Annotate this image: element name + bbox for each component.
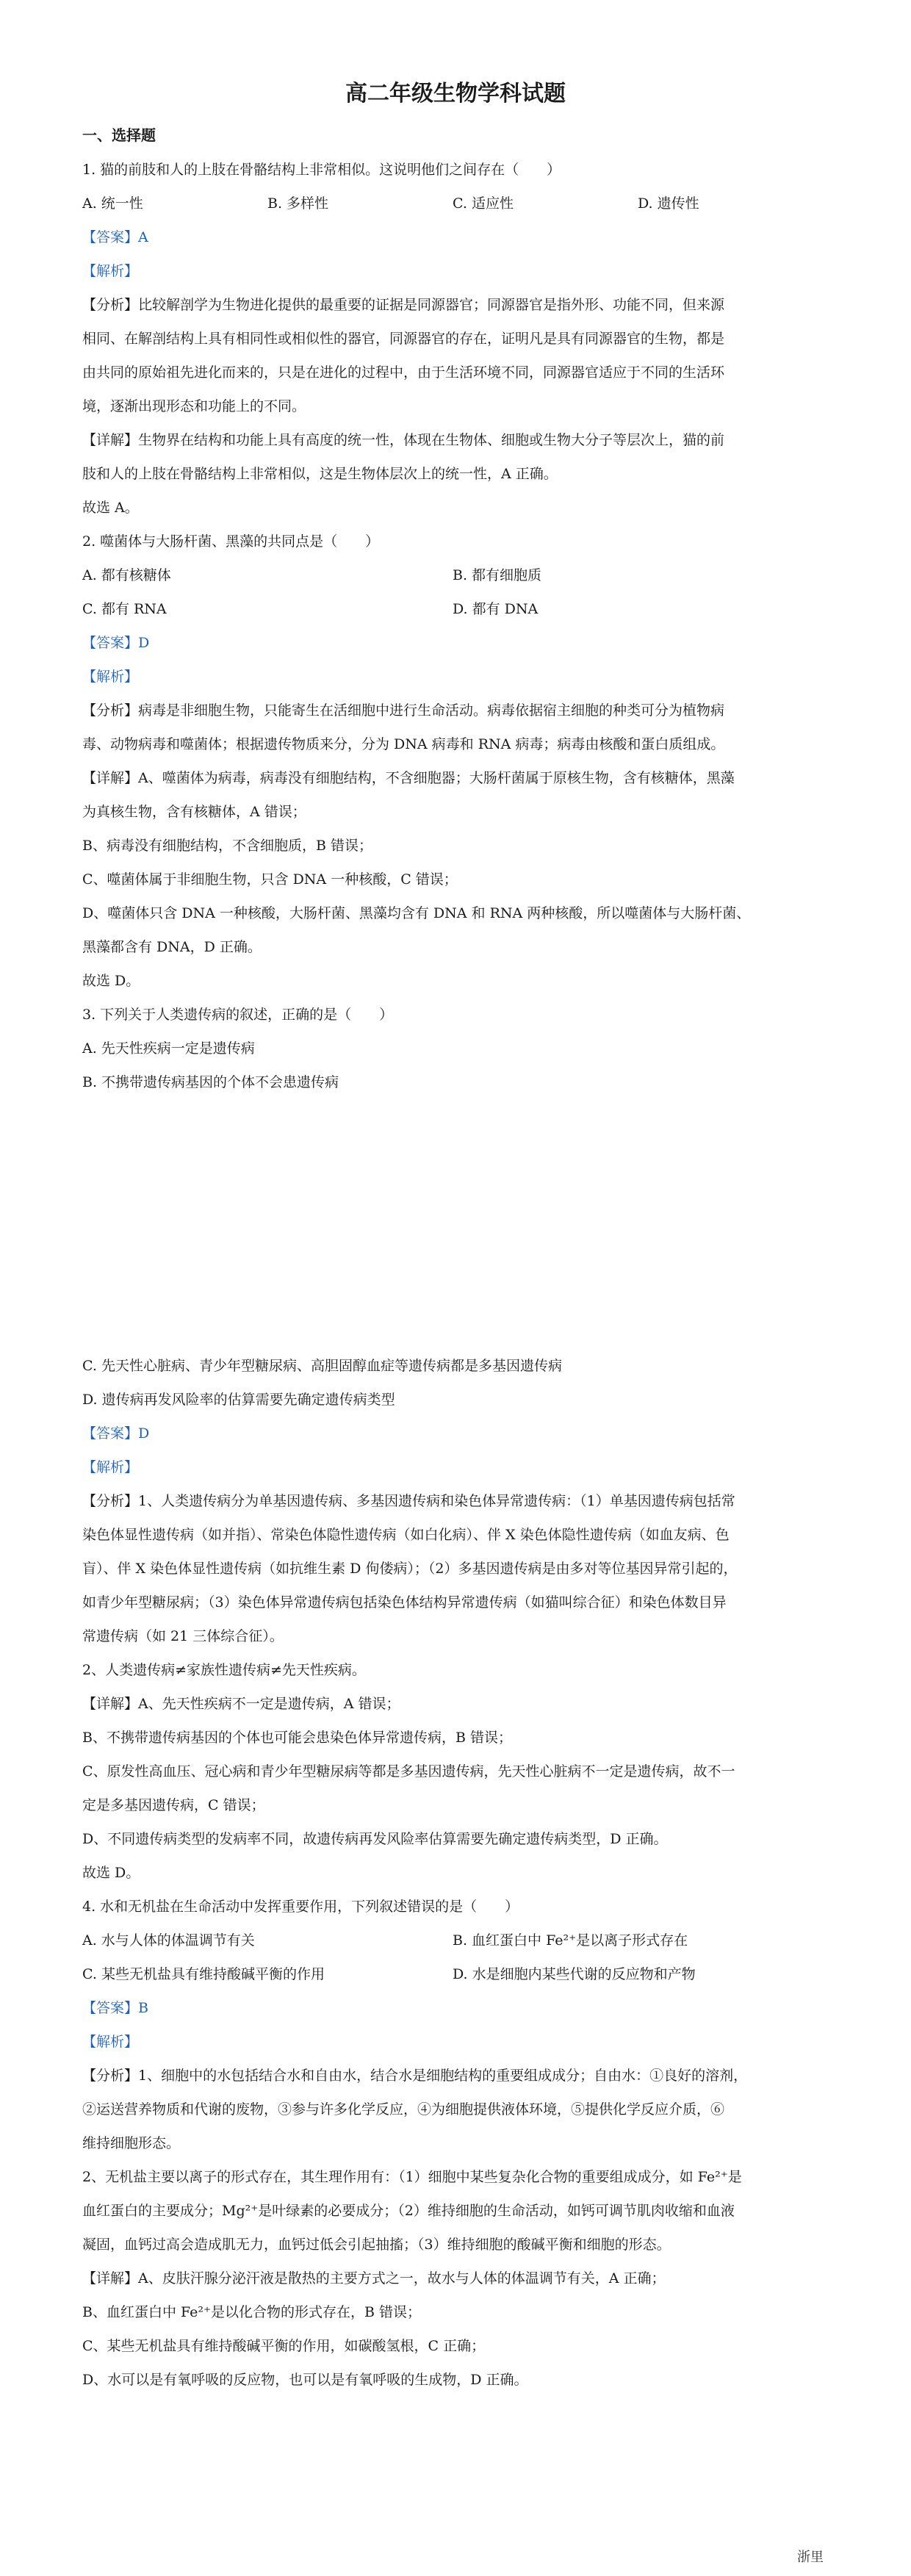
q1-fenxi	[82, 297, 724, 313]
q3-fenxi	[82, 1493, 735, 1509]
text: 病毒是非细胞生物，只能寄生在活细胞中进行生命活动。病毒依据宿主细胞的种类可分为植物病	[138, 702, 725, 719]
xiangjie-tag: 【详解】	[82, 2270, 139, 2287]
fenxi-tag: 【分析】	[82, 2068, 139, 2084]
text: 比较解剖学为生物进化提供的最重要的证据是同源器官；同源器官是指外形、功能不同，但来源	[138, 297, 725, 313]
q2-xiangjie-line: 为真核生物，含有核糖体，A 错误；	[82, 804, 306, 820]
q2-fenxi	[82, 702, 724, 719]
q3-option-c: C. 先天性心脏病、青少年型糖尿病、高胆固醇血症等遗传病都是多基因遗传病	[82, 1358, 562, 1374]
q2-xiangjie-line: C、噬菌体属于非细胞生物，只含 DNA 一种核酸，C 错误；	[82, 871, 458, 888]
answer-value: D	[138, 635, 150, 651]
q4-fenxi-line: 凝固，血钙过高会造成肌无力，血钙过低会引起抽搐；（3）维持细胞的酸碱平衡和细胞的形态。	[82, 2237, 671, 2253]
text: 1、细胞中的水包括结合水和自由水，结合水是细胞结构的重要组成成分；自由水：①良好的溶剂，	[138, 2068, 748, 2084]
q4-option-c: C. 某些无机盐具有维持酸碱平衡的作用	[82, 1966, 325, 1982]
q1-fenxi-line: 由共同的原始祖先进化而来的，只是在进化的过程中，由于生活环境不同，同源器官适应于不同的生活环	[82, 364, 725, 381]
q3-fenxi-line: 染色体显性遗传病（如并指）、常染色体隐性遗传病（如白化病）、伴 X 染色体隐性遗传病（如血友病、色	[82, 1527, 730, 1543]
q2-fenxi-line: 毒、动物病毒和噬菌体；根据遗传物质来分，分为 DNA 病毒和 RNA 病毒；病毒由核酸和蛋白质组成。	[82, 736, 725, 752]
footer-watermark: 浙里	[797, 2550, 824, 2565]
q2-xiangjie	[82, 770, 735, 786]
q3-xiangjie-line: D、不同遗传病类型的发病率不同，故遗传病再发风险率估算需要先确定遗传病类型，D 正确。	[82, 1831, 668, 1847]
q3-analysis-tag: 【解析】	[82, 1459, 139, 1475]
q4-xiangjie	[82, 2270, 666, 2287]
answer-tag: 【答案】	[82, 1425, 139, 1442]
q2-option-c: C. 都有 RNA	[82, 601, 167, 617]
q4-xiangjie-line: C、某些无机盐具有维持酸碱平衡的作用，如碳酸氢根，C 正确；	[82, 2338, 486, 2354]
answer-tag: 【答案】	[82, 229, 139, 245]
q4-fenxi	[82, 2068, 747, 2084]
q3-fenxi-line: 常遗传病（如 21 三体综合征）。	[82, 1628, 284, 1644]
q2-analysis-tag: 【解析】	[82, 669, 139, 685]
text: 1、人类遗传病分为单基因遗传病、多基因遗传病和染色体异常遗传病：（1）单基因遗传病包括常	[138, 1493, 735, 1509]
xiangjie-tag: 【详解】	[82, 770, 139, 786]
q4-analysis-tag: 【解析】	[82, 2034, 139, 2050]
fenxi-tag: 【分析】	[82, 297, 139, 313]
text: A、噬菌体为病毒，病毒没有细胞结构，不含细胞器；大肠杆菌属于原核生物，含有核糖体，黑藻	[138, 770, 735, 786]
answer-tag: 【答案】	[82, 2000, 139, 2016]
xiangjie-tag: 【详解】	[82, 1696, 139, 1712]
q2-conclusion: 故选 D。	[82, 973, 140, 989]
answer-value: B	[138, 2000, 148, 2016]
q4-xiangjie-line: B、血红蛋白中 Fe²⁺是以化合物的形式存在，B 错误；	[82, 2304, 422, 2320]
q2-xiangjie-line: 黑藻都含有 DNA，D 正确。	[82, 939, 262, 955]
q3-fenxi-line: 如青少年型糖尿病；（3）染色体异常遗传病包括染色体结构异常遗传病（如猫叫综合征）和染色体数目异	[82, 1594, 727, 1611]
answer-value: A	[138, 229, 148, 245]
q1-conclusion: 故选 A。	[82, 500, 139, 516]
q4-option-a: A. 水与人体的体温调节有关	[82, 1932, 255, 1949]
q3-fenxi-line: 盲）、伴 X 染色体显性遗传病（如抗维生素 D 佝偻病）；（2）多基因遗传病是由多对等位基因异常引起的，	[82, 1561, 738, 1577]
q3-xiangjie	[82, 1696, 400, 1712]
q3-option-a: A. 先天性疾病一定是遗传病	[82, 1040, 255, 1057]
question-1-stem: 1. 猫的前肢和人的上肢在骨骼结构上非常相似。这说明他们之间存在（ ）	[82, 162, 561, 178]
q4-fenxi-line: 血红蛋白的主要成分；Mg²⁺是叶绿素的必要成分；（2）维持细胞的生命活动，如钙可调节肌肉收缩和血液	[82, 2203, 735, 2219]
question-3-stem: 3. 下列关于人类遗传病的叙述，正确的是（ ）	[82, 1007, 394, 1023]
text: A、先天性疾病不一定是遗传病，A 错误；	[138, 1696, 400, 1712]
q2-answer	[82, 635, 149, 651]
q1-option-d: D. 遗传性	[638, 195, 699, 212]
q1-answer	[82, 229, 148, 245]
text: 生物界在结构和功能上具有高度的统一性，体现在生物体、细胞或生物大分子等层次上，猫的前	[138, 432, 725, 448]
q4-option-b: B. 血红蛋白中 Fe²⁺是以离子形式存在	[453, 1932, 688, 1949]
q1-fenxi-line: 相同、在解剖结构上具有相同性或相似性的器官，同源器官的存在，证明凡是具有同源器官的生物，都是	[82, 331, 725, 347]
q1-option-a: A. 统一性	[82, 195, 143, 212]
q4-fenxi-line: ②运送营养物质和代谢的废物，③参与许多化学反应，④为细胞提供液体环境，⑤提供化学反应介质，⑥	[82, 2101, 725, 2118]
q3-xiangjie-line: B、不携带遗传病基因的个体也可能会患染色体异常遗传病，B 错误；	[82, 1730, 512, 1746]
q3-fenxi-line: 2、人类遗传病≠家族性遗传病≠先天性疾病。	[82, 1662, 366, 1678]
q1-option-b: B. 多样性	[267, 195, 329, 212]
q3-option-d: D. 遗传病再发风险率的估算需要先确定遗传病类型	[82, 1392, 395, 1408]
text: A、皮肤汗腺分泌汗液是散热的主要方式之一，故水与人体的体温调节有关，A 正确；	[138, 2270, 666, 2287]
section-heading: 一、选择题	[82, 126, 156, 144]
q2-xiangjie-line: D、噬菌体只含 DNA 一种核酸，大肠杆菌、黑藻均含有 DNA 和 RNA 两种核酸，所以噬菌体与大肠杆菌、	[82, 905, 751, 921]
fenxi-tag: 【分析】	[82, 1493, 139, 1509]
q3-xiangjie-line: 定是多基因遗传病，C 错误；	[82, 1797, 265, 1813]
answer-tag: 【答案】	[82, 635, 139, 651]
q2-option-d: D. 都有 DNA	[453, 601, 539, 617]
q4-answer	[82, 2000, 148, 2016]
q2-option-b: B. 都有细胞质	[453, 567, 542, 583]
q3-conclusion: 故选 D。	[82, 1865, 140, 1881]
xiangjie-tag: 【详解】	[82, 432, 139, 448]
question-2-stem: 2. 噬菌体与大肠杆菌、黑藻的共同点是（ ）	[82, 533, 380, 550]
fenxi-tag: 【分析】	[82, 702, 139, 719]
q1-xiangjie	[82, 432, 724, 448]
q1-analysis-tag: 【解析】	[82, 263, 139, 279]
question-4-stem: 4. 水和无机盐在生命活动中发挥重要作用，下列叙述错误的是（ ）	[82, 1899, 519, 1915]
q3-option-b: B. 不携带遗传病基因的个体不会患遗传病	[82, 1074, 339, 1090]
q4-xiangjie-line: D、水可以是有氧呼吸的反应物，也可以是有氧呼吸的生成物，D 正确。	[82, 2372, 528, 2388]
q2-option-a: A. 都有核糖体	[82, 567, 171, 583]
q3-xiangjie-line: C、原发性高血压、冠心病和青少年型糖尿病等都是多基因遗传病，先天性心脏病不一定是遗传病，故不一	[82, 1763, 735, 1780]
q4-fenxi-line: 维持细胞形态。	[82, 2135, 181, 2151]
q1-fenxi-line: 境，逐渐出现形态和功能上的不同。	[82, 398, 306, 414]
q2-xiangjie-line: B、病毒没有细胞结构，不含细胞质，B 错误；	[82, 838, 372, 854]
q3-answer	[82, 1425, 149, 1442]
page-title: 高二年级生物学科试题	[345, 81, 566, 107]
answer-value: D	[138, 1425, 150, 1442]
q4-fenxi-line: 2、无机盐主要以离子的形式存在，其生理作用有：（1）细胞中某些复杂化合物的重要组成成分，如 Fe²⁺是	[82, 2169, 742, 2185]
q1-option-c: C. 适应性	[453, 195, 514, 212]
q4-option-d: D. 水是细胞内某些代谢的反应物和产物	[453, 1966, 696, 1982]
q1-xiangjie-line: 肢和人的上肢在骨骼结构上非常相似，这是生物体层次上的统一性，A 正确。	[82, 466, 558, 482]
